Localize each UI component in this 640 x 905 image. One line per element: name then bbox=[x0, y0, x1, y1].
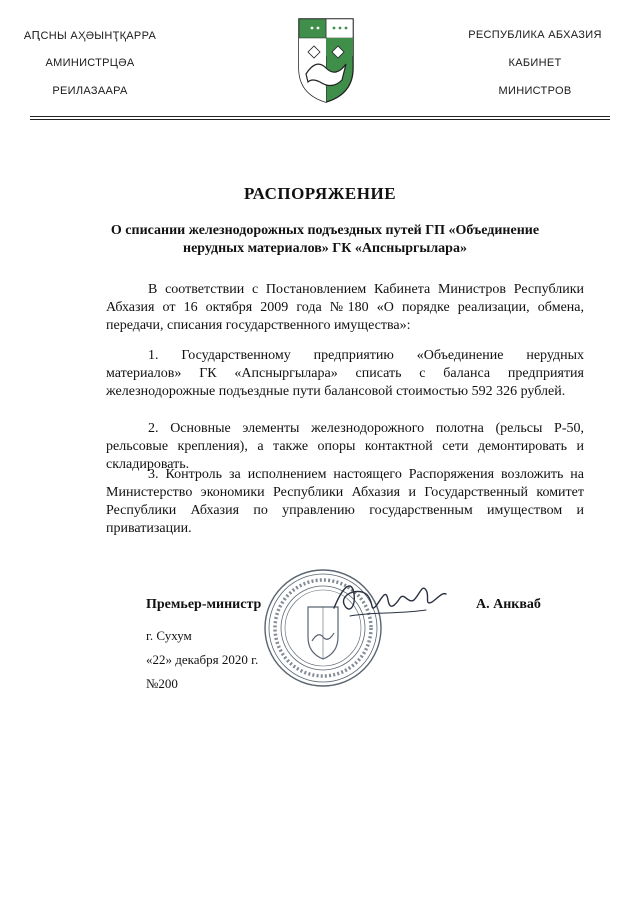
document-title: РАСПОРЯЖЕНИЕ bbox=[243, 184, 397, 203]
header-right-line-1: РЕСПУБЛИКА АБХАЗИЯ bbox=[468, 29, 602, 41]
document-number: №200 bbox=[146, 676, 178, 691]
header-rule-bottom bbox=[30, 119, 610, 120]
header-right-line-3: МИНИСТРОВ bbox=[498, 85, 572, 97]
document-subject: О списании железнодорожных подъездных путей ГП «Объединение нерудных материалов» ГК «Апсныргылара» bbox=[110, 223, 540, 256]
signatory-name: А. Анкваб bbox=[476, 597, 541, 612]
header-right-line-2: КАБИНЕТ bbox=[508, 57, 562, 69]
header-left-line-2: АМИНИСТРЦӘА bbox=[45, 57, 135, 69]
handwritten-signature bbox=[330, 574, 450, 622]
state-emblem bbox=[296, 16, 356, 104]
header-left-line-1: АԤСНЫ АҲӘЫНҬҚАРРА bbox=[23, 30, 157, 42]
order-item-1: 1. Государственному предприятию «Объединение нерудных материалов» ГК «Апсныргылара» списать с баланса предприятия железнодорожные подъездные пути балансовой стоимостью 592 326 рублей. bbox=[106, 348, 584, 399]
header-left-line-3: РЕИЛАЗААРА bbox=[52, 85, 128, 97]
document-date: «22» декабря 2020 г. bbox=[146, 652, 259, 667]
header-rule-top bbox=[30, 116, 610, 117]
order-item-3: 3. Контроль за исполнением настоящего Распоряжения возложить на Министерство экономики Республики Абхазия и Государственный комитет Республики Абхазия по управлению государственным имуществом и приватизации. bbox=[106, 467, 584, 536]
order-item-2: 2. Основные элементы железнодорожного полотна (рельсы Р-50, рельсовые крепления), а также опоры контактной сети демонтировать и складировать. bbox=[106, 421, 584, 472]
intro-paragraph: В соответствии с Постановлением Кабинета Министров Республики Абхазия от 16 октября 2009 года №180 «О порядке реализации, обмена, передачи, списания государственного имущества»: bbox=[106, 282, 584, 333]
document-city: г. Сухум bbox=[146, 628, 192, 643]
signatory-position: Премьер-министр bbox=[146, 597, 262, 612]
